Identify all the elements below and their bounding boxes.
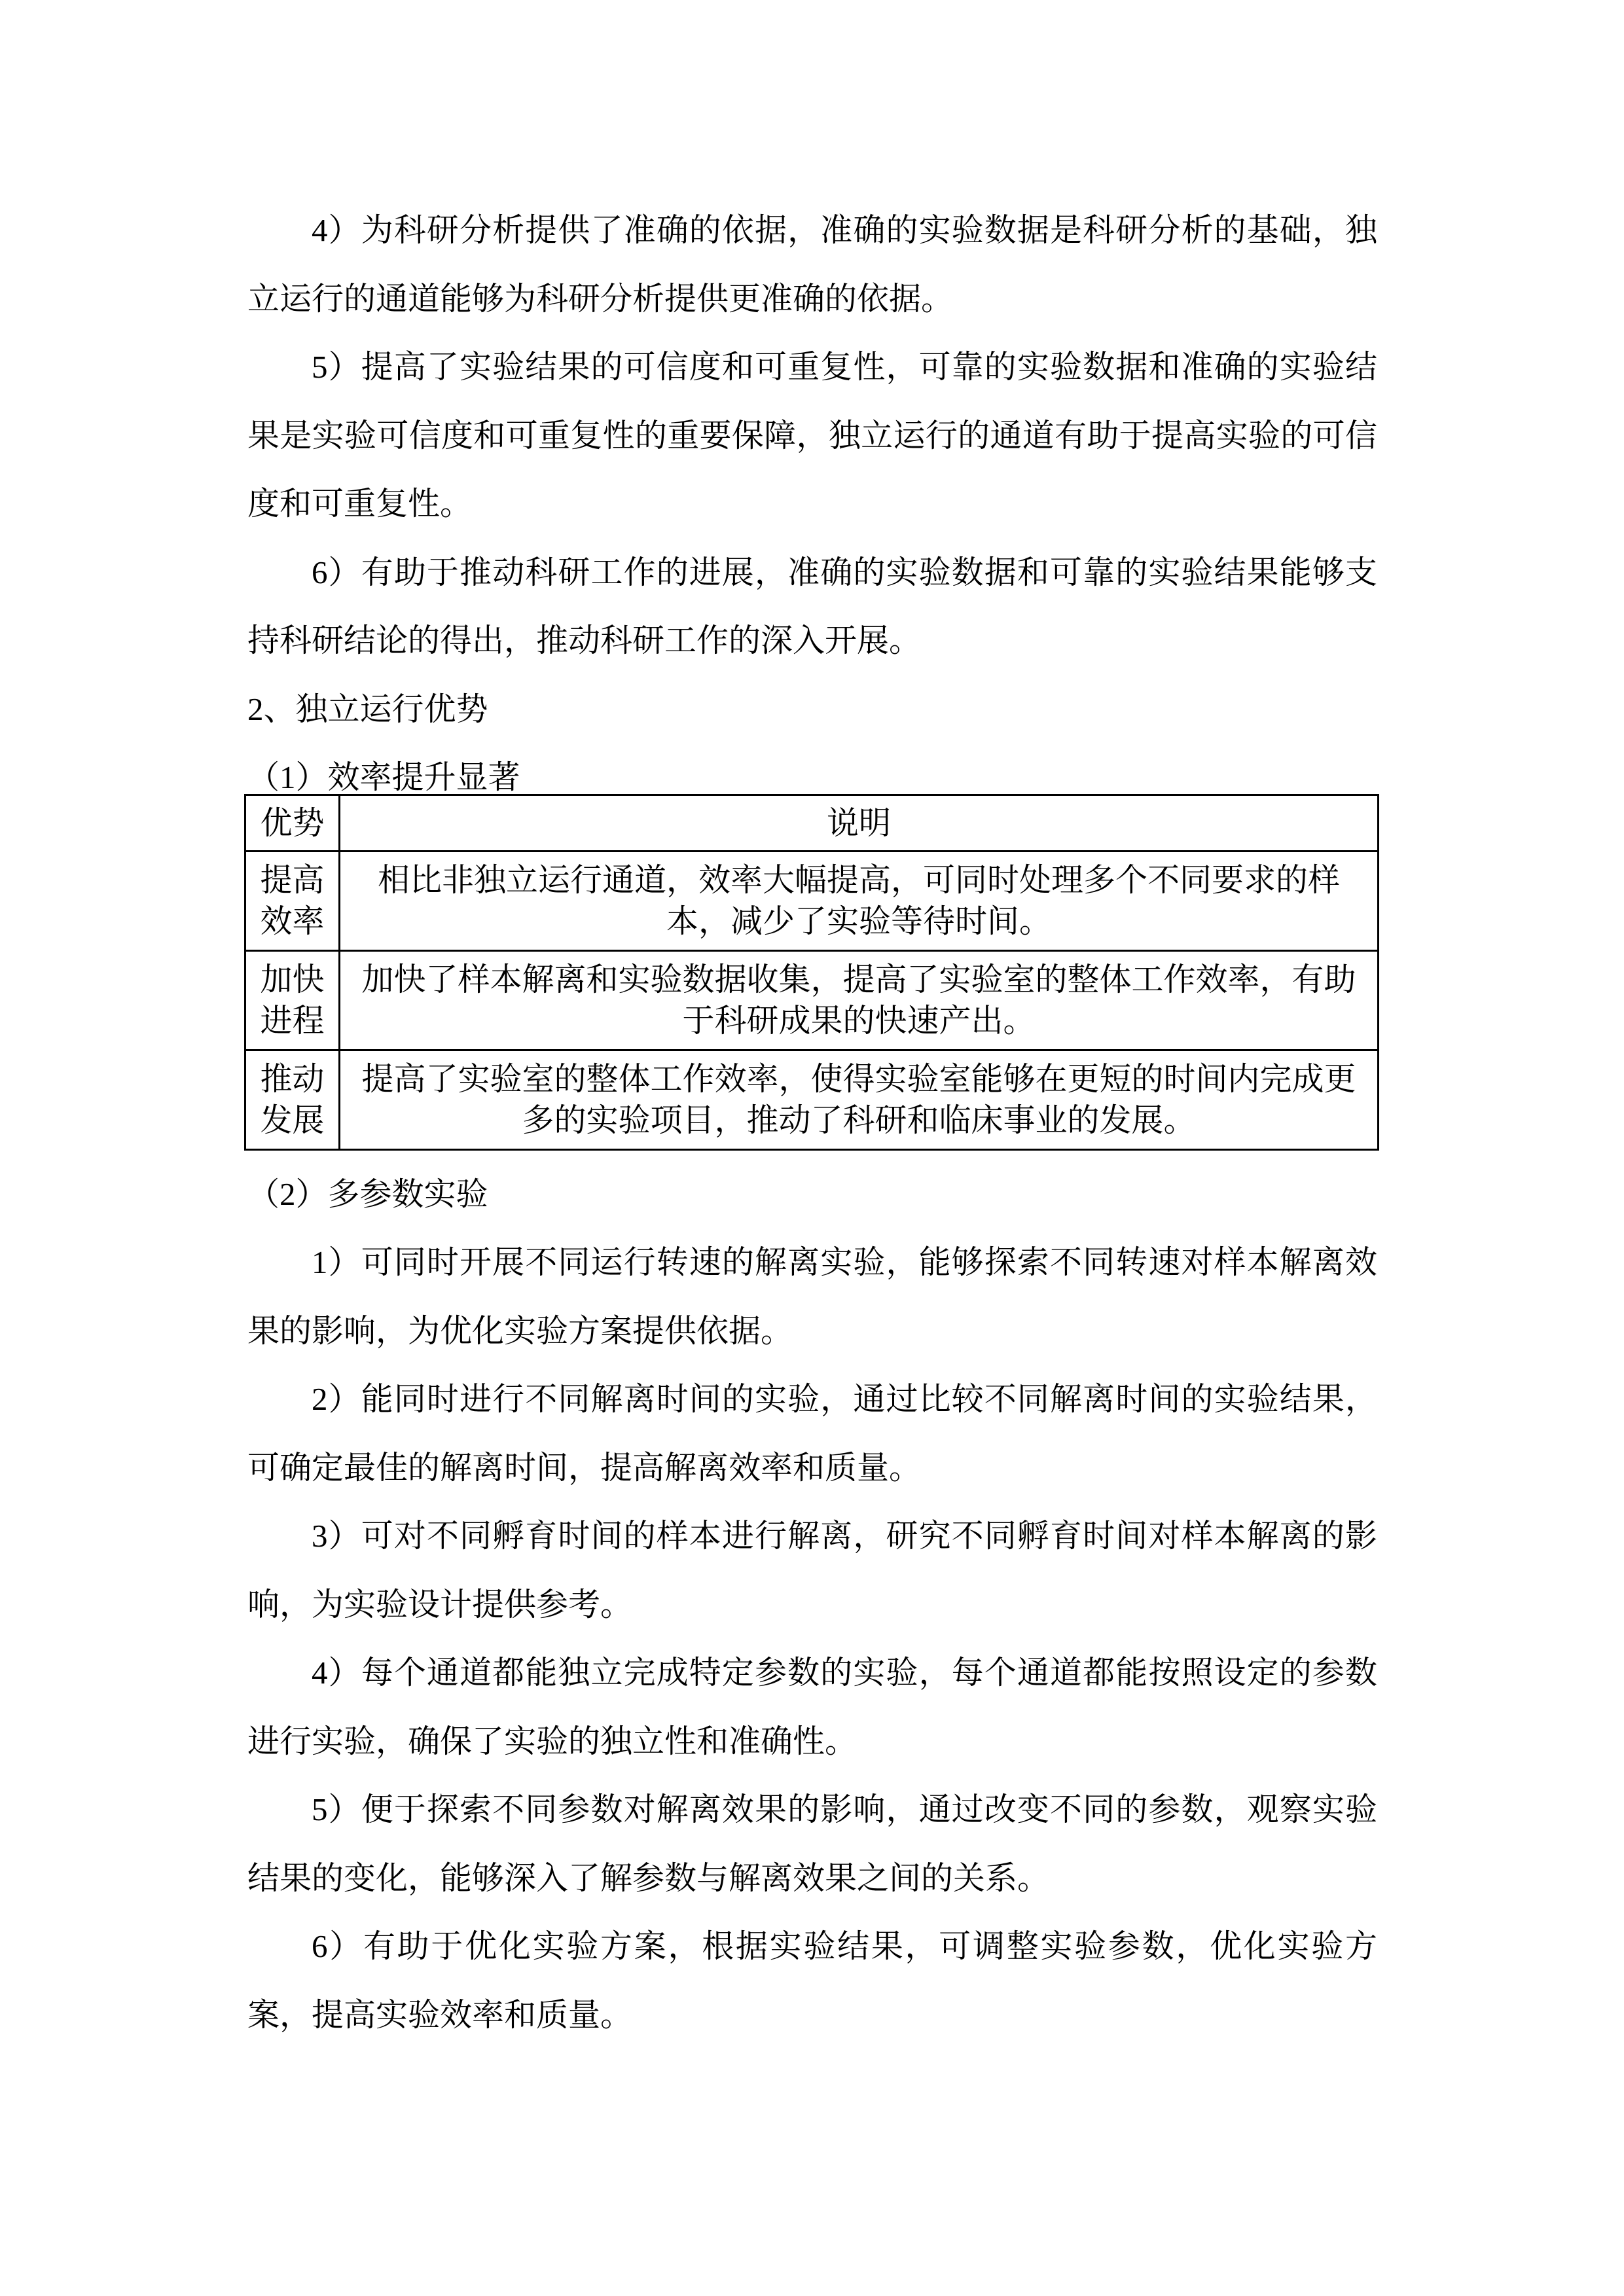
cell-advantage: 加快进程 bbox=[245, 950, 340, 1050]
cell-advantage: 提高效率 bbox=[245, 851, 340, 950]
header-cell-description: 说明 bbox=[340, 795, 1379, 851]
cell-description: 相比非独立运行通道，效率大幅提高，可同时处理多个不同要求的样本，减少了实验等待时间。 bbox=[340, 851, 1379, 950]
paragraph: 5）便于探索不同参数对解离效果的影响，通过改变不同的参数，观察实验结果的变化，能够深入了解参数与解离效果之间的关系。 bbox=[247, 1791, 1377, 1896]
paragraph: 4）每个通道都能独立完成特定参数的实验，每个通道都能按照设定的参数进行实验，确保了实验的独立性和准确性。 bbox=[247, 1655, 1377, 1759]
paragraph: 3）可对不同孵育时间的样本进行解离，研究不同孵育时间对样本解离的影响，为实验设计提供参考。 bbox=[247, 1518, 1377, 1623]
paragraph: 1）可同时开展不同运行转速的解离实验，能够探索不同转速对样本解离效果的影响，为优化实验方案提供依据。 bbox=[247, 1244, 1377, 1349]
paragraph: 5）提高了实验结果的可信度和可重复性，可靠的实验数据和准确的实验结果是实验可信度和可重复性的重要保障，独立运行的通道有助于提高实验的可信度和可重复性。 bbox=[247, 349, 1377, 522]
table-row bbox=[245, 1050, 1379, 1149]
header-cell-advantage: 优势 bbox=[245, 795, 340, 851]
document-content bbox=[247, 196, 1377, 2049]
cell-description: 提高了实验室的整体工作效率，使得实验室能够在更短的时间内完成更多的实验项目，推动了科研和临床事业的发展。 bbox=[340, 1050, 1379, 1149]
table-row bbox=[245, 950, 1379, 1050]
cell-advantage: 推动发展 bbox=[245, 1050, 340, 1149]
section-heading: 2、独立运行优势 bbox=[247, 691, 488, 727]
cell-description: 加快了样本解离和实验数据收集，提高了实验室的整体工作效率，有助于科研成果的快速产出。 bbox=[340, 950, 1379, 1050]
paragraph: 6）有助于优化实验方案，根据实验结果，可调整实验参数，优化实验方案，提高实验效率和质量。 bbox=[247, 1928, 1377, 2033]
paragraph: 4）为科研分析提供了准确的依据，准确的实验数据是科研分析的基础，独立运行的通道能够为科研分析提供更准确的依据。 bbox=[247, 212, 1377, 317]
paragraph: 6）有助于推动科研工作的进展，准确的实验数据和可靠的实验结果能够支持科研结论的得出，推动科研工作的深入开展。 bbox=[247, 554, 1377, 658]
advantages-table bbox=[244, 794, 1379, 1151]
section-heading: （1）效率提升显著 bbox=[247, 759, 520, 795]
section-heading: （2）多参数实验 bbox=[247, 1175, 488, 1212]
table-row bbox=[245, 851, 1379, 950]
paragraph: 2）能同时进行不同解离时间的实验，通过比较不同解离时间的实验结果，可确定最佳的解离时间，提高解离效率和质量。 bbox=[247, 1381, 1377, 1486]
